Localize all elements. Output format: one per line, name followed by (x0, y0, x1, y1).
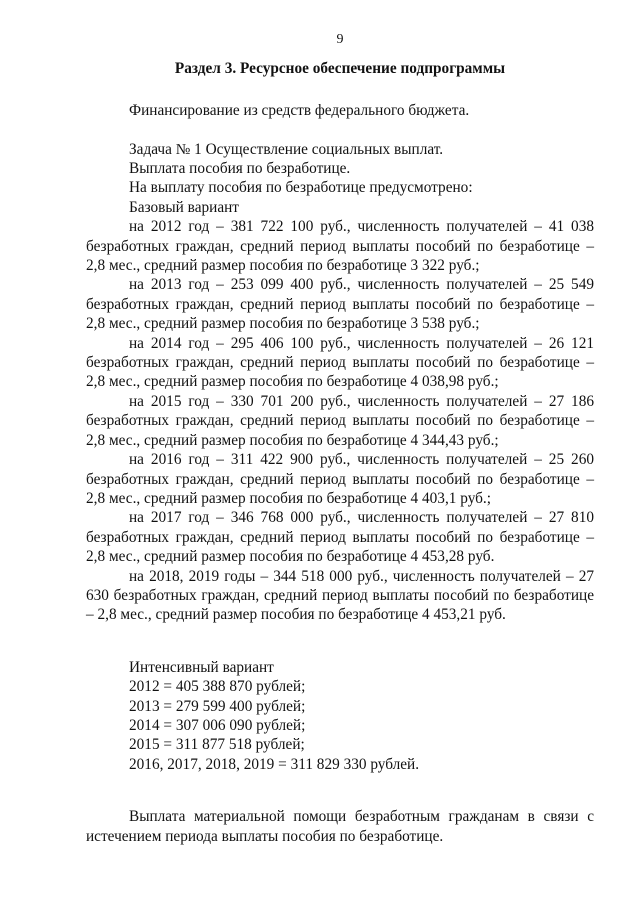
base-variant-item-2018-2019: на 2018, 2019 годы – 344 518 000 руб., численность получателей – 27 630 безработных граждан, средний период выплаты пособий по безработице – 2,8 мес., средний размер пособия по безработице 4 453,21 руб. (86, 567, 594, 624)
intensive-variant-item: 2014 = 307 006 090 рублей; (129, 716, 306, 734)
base-variant-label: Базовый вариант (129, 198, 239, 216)
base-variant-item-2016: на 2016 год – 311 422 900 руб., численность получателей – 25 260 безработных граждан, средний период выплаты пособий по безработице – 2,8 мес., средний размер пособия по безработице 4 403,1 руб.; (86, 451, 594, 507)
section-title: Раздел 3. Ресурсное обеспечение подпрограммы (174, 60, 506, 78)
intensive-variant-item: 2016, 2017, 2018, 2019 = 311 829 330 рублей. (129, 755, 420, 773)
base-variant-item-2013: на 2013 год – 253 099 400 руб., численность получателей – 25 549 безработных граждан, средний период выплаты пособий по безработице – 2,8 мес., средний размер пособия по безработице 3 538 руб.; (86, 276, 594, 333)
intensive-variant-item: 2012 = 405 388 870 рублей; (129, 678, 306, 696)
material-aid-paragraph: Выплата материальной помощи безработным гражданам в связи с истечением периода выплаты пособия по безработице. (86, 808, 594, 845)
intensive-variant-item: 2013 = 279 599 400 рублей; (129, 697, 306, 715)
intensive-variant-item: 2015 = 311 877 518 рублей; (129, 736, 305, 754)
funding-source: Финансирование из средств федерального бюджета. (129, 101, 470, 119)
page-number: 9 (336, 32, 344, 47)
base-variant-item-2012: на 2012 год – 381 722 100 руб., численность получателей – 41 038 безработных граждан, средний период выплаты пособий по безработице – 2,8 мес., средний размер пособия по безработице 3 322 руб.; (86, 218, 594, 275)
task-intro: На выплату пособия по безработице предусмотрено: (129, 179, 473, 197)
base-variant-item-2017: на 2017 год – 346 768 000 руб., численность получателей – 27 810 безработных граждан, средний период выплаты пособий по безработице – 2,8 мес., средний размер пособия по безработице 4 453,28 руб. (86, 509, 594, 566)
base-variant-item-2015: на 2015 год – 330 701 200 руб., численность получателей – 27 186 безработных граждан, средний период выплаты пособий по безработице – 2,8 мес., средний размер пособия по безработице 4 344,43 руб.; (86, 392, 594, 449)
intensive-variant-label: Интенсивный вариант (129, 658, 274, 676)
base-variant-item-2014: на 2014 год – 295 406 100 руб., численность получателей – 26 121 безработных граждан, средний период выплаты пособий по безработице – 2,8 мес., средний размер пособия по безработице 4 038,98 руб.; (86, 334, 594, 391)
task-subtitle: Выплата пособия по безработице. (129, 160, 351, 178)
task-title: Задача № 1 Осуществление социальных выплат. (129, 140, 444, 158)
